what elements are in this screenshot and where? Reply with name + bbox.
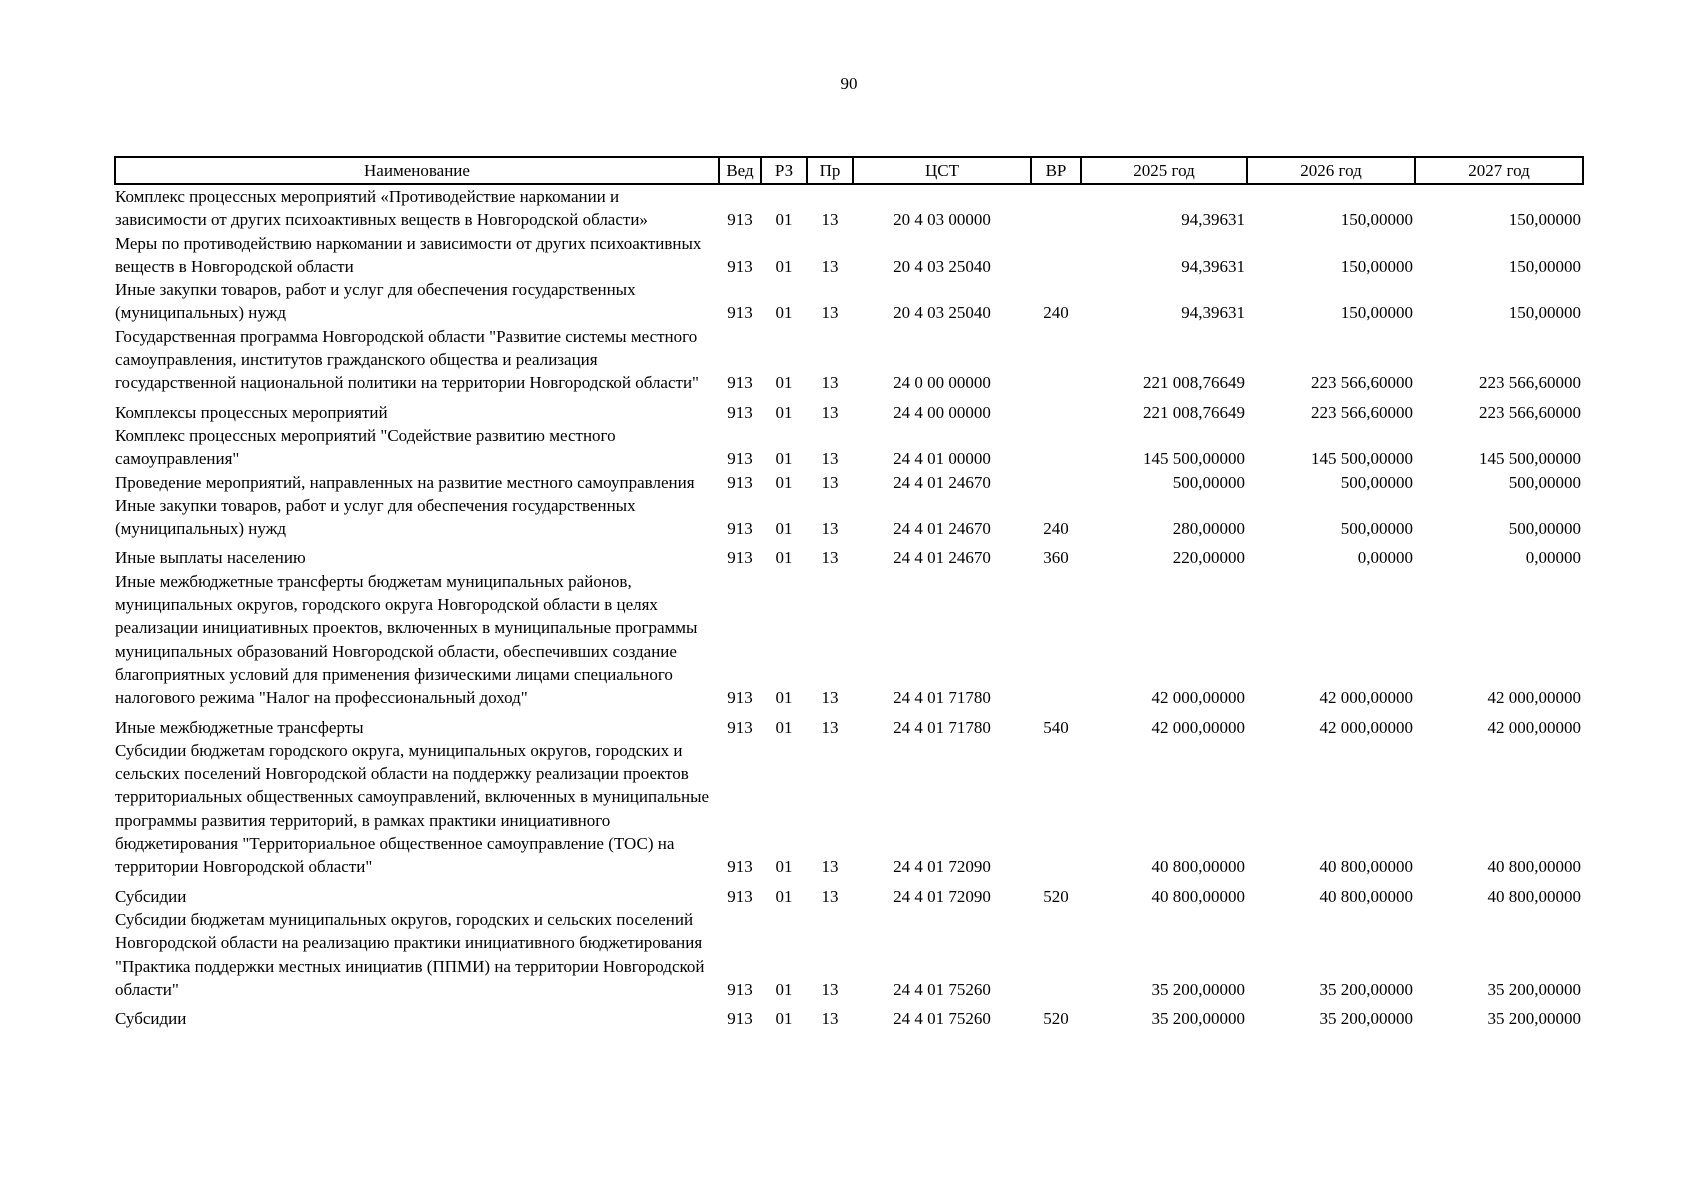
row-cst: 20 4 03 25040 bbox=[893, 256, 991, 276]
row-2027: 145 500,00000 bbox=[1479, 449, 1581, 469]
row-2026: 150,00000 bbox=[1340, 303, 1413, 323]
table-row bbox=[115, 540, 1583, 569]
row-rz: 01 bbox=[775, 688, 793, 708]
row-vr: 520 bbox=[1043, 886, 1069, 906]
row-2026: 150,00000 bbox=[1340, 256, 1413, 276]
table-row bbox=[115, 879, 1583, 908]
row-2027: 500,00000 bbox=[1508, 519, 1581, 539]
row-name: Иные закупки товаров, работ и услуг для обеспечения государственных (муниципальных) нужд bbox=[115, 495, 636, 539]
row-ved: 913 bbox=[727, 979, 753, 999]
header-ved: Вед bbox=[719, 157, 761, 184]
row-vr: 240 bbox=[1043, 519, 1069, 539]
table-header bbox=[115, 157, 1583, 184]
row-name: Субсидии бюджетам муниципальных округов, городских и сельских поселений Новгородской области на реализацию практики инициативного бюджетирования "Практика поддержки местных инициатив (ППМИ) на территории Новгородской области" bbox=[115, 909, 705, 999]
row-ved: 913 bbox=[727, 519, 753, 539]
row-rz: 01 bbox=[775, 886, 793, 906]
row-2026: 223 566,60000 bbox=[1311, 373, 1413, 393]
row-pr: 13 bbox=[821, 688, 839, 708]
row-rz: 01 bbox=[775, 1009, 793, 1029]
row-name: Субсидии bbox=[115, 886, 187, 906]
row-name: Комплексы процессных мероприятий bbox=[115, 402, 388, 422]
row-2025: 220,00000 bbox=[1172, 548, 1245, 568]
row-ved: 913 bbox=[727, 717, 753, 737]
table-row bbox=[115, 325, 1583, 395]
row-rz: 01 bbox=[775, 717, 793, 737]
row-2027: 35 200,00000 bbox=[1487, 1009, 1581, 1029]
row-2026: 42 000,00000 bbox=[1319, 688, 1413, 708]
row-pr: 13 bbox=[821, 256, 839, 276]
row-name: Субсидии бюджетам городского округа, муниципальных округов, городских и сельских поселений Новгородской области на поддержку реализации проектов территориальных общественных самоуправлений, включенных в муниципальные программы развития территорий, в рамках практики инициативного бюджетирования "Территориальное общественное самоуправление (ТОС) на территории Новгородской области" bbox=[115, 740, 710, 877]
row-name: Иные межбюджетные трансферты бюджетам муниципальных районов, муниципальных округов, городского округа Новгородской области в целях реализации инициативных проектов, включенных в муниципальные программы муниципальных образований Новгородской области, обеспечивших создание благоприятных условий для применения физическими лицами специального налогового режима "Налог на профессиональный доход" bbox=[115, 571, 698, 708]
row-2025: 40 800,00000 bbox=[1151, 886, 1245, 906]
row-2026: 42 000,00000 bbox=[1319, 717, 1413, 737]
header-cst: ЦСТ bbox=[853, 157, 1031, 184]
row-2027: 42 000,00000 bbox=[1487, 688, 1581, 708]
row-2026: 223 566,60000 bbox=[1311, 402, 1413, 422]
row-2025: 42 000,00000 bbox=[1151, 717, 1245, 737]
header-row bbox=[115, 157, 1583, 184]
row-2027: 40 800,00000 bbox=[1487, 857, 1581, 877]
row-2026: 500,00000 bbox=[1340, 519, 1413, 539]
row-2026: 0,00000 bbox=[1357, 548, 1413, 568]
row-2026: 150,00000 bbox=[1340, 210, 1413, 230]
row-2026: 145 500,00000 bbox=[1311, 449, 1413, 469]
row-pr: 13 bbox=[821, 979, 839, 999]
header-rz: РЗ bbox=[761, 157, 807, 184]
table-row bbox=[115, 184, 1583, 232]
row-rz: 01 bbox=[775, 979, 793, 999]
row-pr: 13 bbox=[821, 303, 839, 323]
row-pr: 13 bbox=[821, 1009, 839, 1029]
row-ved: 913 bbox=[727, 303, 753, 323]
row-2027: 500,00000 bbox=[1508, 472, 1581, 492]
row-ved: 913 bbox=[727, 373, 753, 393]
table-row bbox=[115, 278, 1583, 325]
row-cst: 24 4 01 24670 bbox=[893, 519, 991, 539]
row-2026: 40 800,00000 bbox=[1319, 886, 1413, 906]
row-ved: 913 bbox=[727, 857, 753, 877]
row-2025: 221 008,76649 bbox=[1143, 373, 1245, 393]
row-2025: 500,00000 bbox=[1172, 472, 1245, 492]
row-rz: 01 bbox=[775, 210, 793, 230]
row-2026: 35 200,00000 bbox=[1319, 979, 1413, 999]
row-vr: 240 bbox=[1043, 303, 1069, 323]
row-pr: 13 bbox=[821, 449, 839, 469]
row-2026: 500,00000 bbox=[1340, 472, 1413, 492]
row-name: Субсидии bbox=[115, 1009, 187, 1029]
row-cst: 20 4 03 00000 bbox=[893, 210, 991, 230]
header-vr: ВР bbox=[1031, 157, 1081, 184]
header-2025: 2025 год bbox=[1081, 157, 1247, 184]
row-vr: 540 bbox=[1043, 717, 1069, 737]
row-ved: 913 bbox=[727, 548, 753, 568]
row-2025: 40 800,00000 bbox=[1151, 857, 1245, 877]
row-2027: 223 566,60000 bbox=[1479, 402, 1581, 422]
row-2025: 94,39631 bbox=[1181, 256, 1245, 276]
table-row bbox=[115, 424, 1583, 471]
table-row bbox=[115, 1001, 1583, 1030]
header-2027: 2027 год bbox=[1415, 157, 1583, 184]
row-2027: 223 566,60000 bbox=[1479, 373, 1581, 393]
row-rz: 01 bbox=[775, 402, 793, 422]
row-name: Комплекс процессных мероприятий «Противодействие наркомании и зависимости от других психоактивных веществ в Новгородской области» bbox=[115, 187, 648, 230]
row-vr: 520 bbox=[1043, 1009, 1069, 1029]
row-2027: 150,00000 bbox=[1508, 210, 1581, 230]
row-2027: 40 800,00000 bbox=[1487, 886, 1581, 906]
row-rz: 01 bbox=[775, 472, 793, 492]
row-cst: 24 4 01 71780 bbox=[893, 717, 991, 737]
page-number: 90 bbox=[840, 74, 858, 93]
row-name: Иные выплаты населению bbox=[115, 548, 306, 568]
table-row bbox=[115, 232, 1583, 279]
table-row bbox=[115, 471, 1583, 494]
row-pr: 13 bbox=[821, 472, 839, 492]
row-2027: 150,00000 bbox=[1508, 256, 1581, 276]
row-vr bbox=[1031, 325, 1081, 395]
table-row bbox=[115, 710, 1583, 739]
row-ved: 913 bbox=[727, 402, 753, 422]
budget-table bbox=[114, 156, 1584, 1030]
row-vr bbox=[1031, 570, 1081, 710]
row-cst: 24 4 01 75260 bbox=[893, 1009, 991, 1029]
row-pr: 13 bbox=[821, 857, 839, 877]
row-cst: 24 0 00 00000 bbox=[893, 373, 991, 393]
row-rz: 01 bbox=[775, 548, 793, 568]
row-cst: 24 4 01 75260 bbox=[893, 979, 991, 999]
row-vr bbox=[1031, 424, 1081, 471]
row-vr bbox=[1031, 471, 1081, 494]
row-name: Государственная программа Новгородской области "Развитие системы местного самоуправления, институтов гражданского общества и реализация государственной национальной политики на территории Новгородской области" bbox=[115, 326, 699, 393]
row-2026: 35 200,00000 bbox=[1319, 1009, 1413, 1029]
row-rz: 01 bbox=[775, 449, 793, 469]
row-ved: 913 bbox=[727, 886, 753, 906]
header-pr: Пр bbox=[807, 157, 853, 184]
row-pr: 13 bbox=[821, 548, 839, 568]
header-2026: 2026 год bbox=[1247, 157, 1415, 184]
header-name: Наименование bbox=[115, 157, 719, 184]
row-pr: 13 bbox=[821, 519, 839, 539]
table-row bbox=[115, 908, 1583, 1001]
row-name: Иные закупки товаров, работ и услуг для обеспечения государственных (муниципальных) нужд bbox=[115, 280, 636, 323]
row-vr bbox=[1031, 908, 1081, 1001]
row-2027: 42 000,00000 bbox=[1487, 717, 1581, 737]
row-cst: 24 4 01 24670 bbox=[893, 548, 991, 568]
row-vr bbox=[1031, 184, 1081, 232]
row-name: Проведение мероприятий, направленных на развитие местного самоуправления bbox=[115, 472, 695, 492]
row-2025: 94,39631 bbox=[1181, 210, 1245, 230]
row-rz: 01 bbox=[775, 857, 793, 877]
row-vr bbox=[1031, 232, 1081, 279]
row-cst: 20 4 03 25040 bbox=[893, 303, 991, 323]
row-2025: 280,00000 bbox=[1172, 519, 1245, 539]
row-ved: 913 bbox=[727, 256, 753, 276]
table-row bbox=[115, 739, 1583, 879]
row-2025: 35 200,00000 bbox=[1151, 1009, 1245, 1029]
row-rz: 01 bbox=[775, 373, 793, 393]
row-cst: 24 4 00 00000 bbox=[893, 402, 991, 422]
row-2027: 150,00000 bbox=[1508, 303, 1581, 323]
row-2025: 94,39631 bbox=[1181, 303, 1245, 323]
row-cst: 24 4 01 72090 bbox=[893, 857, 991, 877]
row-2026: 40 800,00000 bbox=[1319, 857, 1413, 877]
row-2025: 35 200,00000 bbox=[1151, 979, 1245, 999]
row-name: Иные межбюджетные трансферты bbox=[115, 717, 364, 737]
table-row bbox=[115, 494, 1583, 541]
row-2025: 145 500,00000 bbox=[1143, 449, 1245, 469]
row-pr: 13 bbox=[821, 373, 839, 393]
row-rz: 01 bbox=[775, 303, 793, 323]
row-vr: 360 bbox=[1043, 548, 1069, 568]
row-ved: 913 bbox=[727, 472, 753, 492]
row-ved: 913 bbox=[727, 1009, 753, 1029]
row-name: Меры по противодействию наркомании и зависимости от других психоактивных веществ в Новгородской области bbox=[115, 233, 702, 276]
row-vr bbox=[1031, 739, 1081, 879]
table-body bbox=[115, 184, 1583, 1030]
row-cst: 24 4 01 72090 bbox=[893, 886, 991, 906]
row-ved: 913 bbox=[727, 210, 753, 230]
row-rz: 01 bbox=[775, 256, 793, 276]
row-cst: 24 4 01 24670 bbox=[893, 472, 991, 492]
row-2027: 0,00000 bbox=[1525, 548, 1581, 568]
row-2025: 221 008,76649 bbox=[1143, 402, 1245, 422]
row-2027: 35 200,00000 bbox=[1487, 979, 1581, 999]
row-cst: 24 4 01 00000 bbox=[893, 449, 991, 469]
row-ved: 913 bbox=[727, 449, 753, 469]
row-pr: 13 bbox=[821, 886, 839, 906]
row-pr: 13 bbox=[821, 402, 839, 422]
row-vr bbox=[1031, 395, 1081, 424]
row-name: Комплекс процессных мероприятий "Содействие развитию местного самоуправления" bbox=[115, 425, 616, 469]
row-pr: 13 bbox=[821, 717, 839, 737]
table-row bbox=[115, 395, 1583, 424]
row-ved: 913 bbox=[727, 688, 753, 708]
row-cst: 24 4 01 71780 bbox=[893, 688, 991, 708]
row-2025: 42 000,00000 bbox=[1151, 688, 1245, 708]
row-pr: 13 bbox=[821, 210, 839, 230]
table-row bbox=[115, 570, 1583, 710]
row-rz: 01 bbox=[775, 519, 793, 539]
